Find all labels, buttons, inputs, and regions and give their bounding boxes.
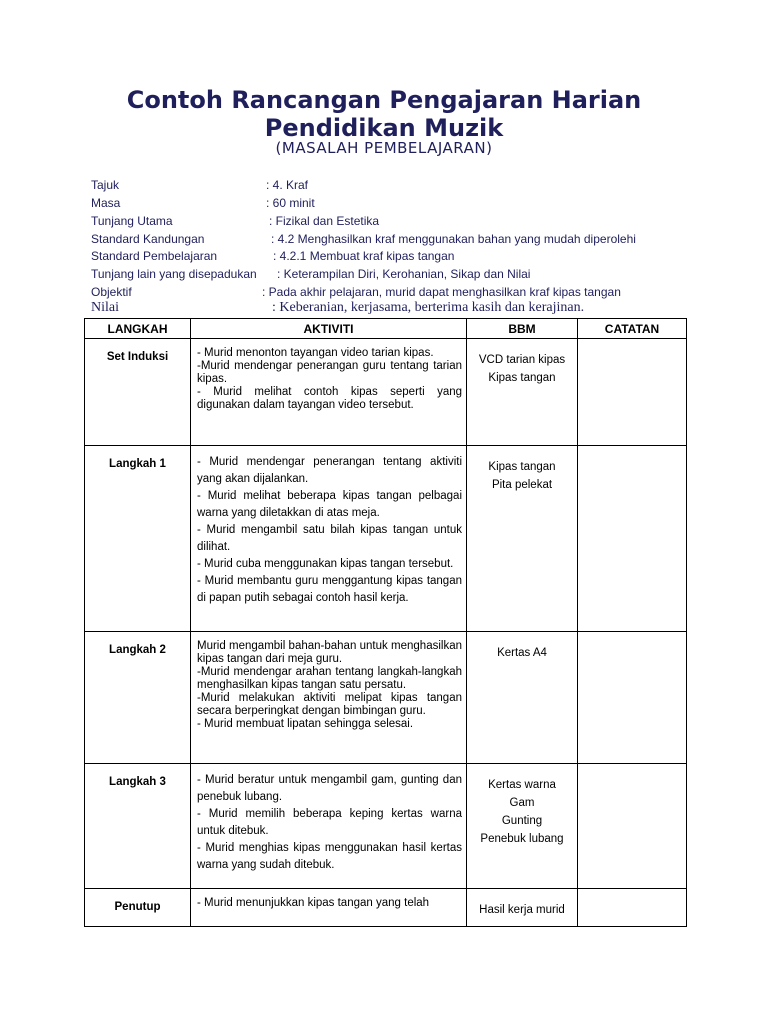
bbm-cell	[467, 339, 578, 446]
activity-item: - Murid beratur untuk mengambil gam, gunting dan penebuk lubang.	[197, 774, 462, 803]
activity-item: - Murid membantu guru menggantung kipas tangan di papan putih sebagai contoh hasil kerja.	[197, 575, 462, 604]
meta-value-objektif: : Pada akhir pelajaran, murid dapat menghasilkan kraf kipas tangan	[262, 285, 621, 299]
meta-label-masa: Masa	[91, 196, 121, 210]
meta-value-masa: : 60 minit	[266, 196, 315, 210]
bbm-item: Penebuk lubang	[480, 833, 564, 845]
activity-cell	[191, 339, 467, 446]
activity-item: - Murid cuba menggunakan kipas tangan tersebut.	[197, 558, 454, 570]
column-header-langkah: LANGKAH	[85, 319, 191, 339]
meta-value-standard-pembelajaran: : 4.2.1 Membuat kraf kipas tangan	[273, 249, 455, 263]
meta-label-tunjang-lain: Tunjang lain yang disepadukan	[91, 267, 257, 281]
meta-label-nilai: Nilai	[91, 300, 119, 315]
step-cell: Set Induksi	[85, 339, 191, 446]
activity-item: - Murid memilih beberapa keping kertas warna untuk ditebuk.	[197, 808, 462, 837]
table-row	[85, 889, 687, 927]
column-header-catatan: CATATAN	[578, 319, 687, 339]
meta-value-standard-kandungan: : 4.2 Menghasilkan kraf menggunakan bahan yang mudah diperolehi	[271, 232, 636, 246]
meta-value-tunjang-utama: : Fizikal dan Estetika	[269, 214, 380, 228]
table-row	[85, 632, 687, 764]
bbm-item: Kertas A4	[497, 647, 547, 659]
table-header-row	[85, 319, 687, 339]
activity-cell	[191, 889, 467, 927]
bbm-item: Pita pelekat	[491, 479, 553, 491]
meta-label-standard-pembelajaran: Standard Pembelajaran	[91, 249, 218, 263]
catatan-cell	[578, 764, 687, 889]
meta-label-tunjang-utama: Tunjang Utama	[91, 214, 173, 228]
activity-item: - Murid menghias kipas menggunakan hasil kertas warna yang sudah ditebuk.	[197, 842, 462, 871]
activity-item: Murid mengambil bahan-bahan untuk menghasilkan kipas tangan dari meja guru.	[197, 640, 462, 665]
activity-item: -Murid mendengar penerangan guru tentang tarian kipas.	[197, 360, 462, 385]
bbm-item: Gunting	[501, 815, 543, 827]
activity-item: - Murid mengambil satu bilah kipas tangan untuk dilihat.	[197, 524, 462, 553]
step-cell: Langkah 1	[85, 446, 191, 632]
meta-value-tunjang-lain: : Keterampilan Diri, Kerohanian, Sikap dan Nilai	[277, 267, 531, 281]
page-title-line2: Pendidikan Muzik	[264, 114, 504, 142]
catatan-cell	[578, 446, 687, 632]
meta-label-objektif: Objektif	[91, 285, 132, 299]
activity-item: -Murid melakukan aktiviti melipat kipas tangan secara berperingkat dengan bimbingan guru.	[197, 692, 462, 717]
meta-label-tajuk: Tajuk	[91, 178, 120, 192]
table-row	[85, 764, 687, 889]
page-subtitle: (MASALAH PEMBELAJARAN)	[275, 139, 493, 157]
meta-value-tajuk: : 4. Kraf	[266, 178, 309, 192]
activity-cell	[191, 446, 467, 632]
meta-label-standard-kandungan: Standard Kandungan	[91, 232, 205, 246]
column-header-bbm: BBM	[467, 319, 578, 339]
lesson-plan-table	[84, 318, 687, 927]
bbm-item: Kipas tangan	[488, 372, 556, 384]
bbm-cell	[467, 446, 578, 632]
step-cell: Langkah 2	[85, 632, 191, 764]
bbm-cell	[467, 764, 578, 889]
step-cell: Penutup	[85, 889, 191, 927]
bbm-cell	[467, 889, 578, 927]
activity-item: - Murid membuat lipatan sehingga selesai.	[197, 718, 414, 730]
activity-item: - Murid mendengar penerangan tentang aktiviti yang akan dijalankan.	[197, 456, 462, 485]
bbm-item: Kertas warna	[488, 779, 556, 791]
bbm-item: Gam	[509, 797, 535, 809]
catatan-cell	[578, 339, 687, 446]
activity-item: - Murid melihat beberapa kipas tangan pelbagai warna yang diletakkan di atas meja.	[197, 490, 462, 519]
table-row	[85, 446, 687, 632]
bbm-cell	[467, 632, 578, 764]
activity-item: -Murid mendengar arahan tentang langkah-langkah menghasilkan kipas tangan satu persatu.	[197, 666, 462, 691]
step-cell: Langkah 3	[85, 764, 191, 889]
bbm-item: VCD tarian kipas	[478, 354, 566, 366]
activity-cell	[191, 632, 467, 764]
page-title: Contoh Rancangan Pengajaran Harian	[126, 86, 642, 114]
activity-cell	[191, 764, 467, 889]
column-header-aktiviti: AKTIVITI	[191, 319, 467, 339]
bbm-item: Hasil kerja murid	[479, 904, 565, 916]
catatan-cell	[578, 889, 687, 927]
activity-item: - Murid menonton tayangan video tarian kipas.	[197, 347, 434, 359]
table-row	[85, 339, 687, 446]
bbm-item: Kipas tangan	[488, 461, 556, 473]
meta-value-nilai: : Keberanian, kerjasama, berterima kasih dan kerajinan.	[272, 300, 585, 315]
activity-item: - Murid melihat contoh kipas seperti yang digunakan dalam tayangan video tersebut.	[197, 386, 462, 411]
catatan-cell	[578, 632, 687, 764]
activity-item: - Murid menunjukkan kipas tangan yang telah	[197, 897, 430, 909]
